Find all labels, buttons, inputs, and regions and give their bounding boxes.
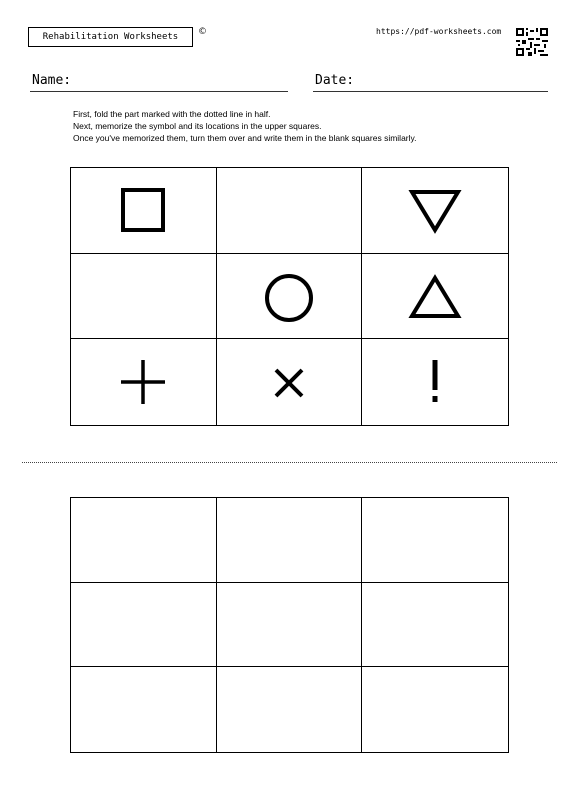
brand-title: Rehabilitation Worksheets [28,27,193,47]
blank-cell[interactable] [217,583,363,668]
date-label: Date: [315,73,355,88]
blank-cell[interactable] [217,667,363,752]
grid-cell [71,339,217,425]
name-field[interactable] [30,72,288,92]
grid-cell [217,168,363,254]
square-icon [115,182,171,238]
up-triangle-icon [407,268,463,324]
date-field[interactable] [313,72,548,92]
blank-cell[interactable] [71,583,217,668]
exclamation-icon [407,354,463,410]
circle-icon [261,268,317,324]
down-triangle-icon [407,182,463,238]
blank-cell[interactable] [217,498,363,583]
grid-cell [217,339,363,425]
qr-code-icon [516,28,548,56]
copyright-mark: © [198,27,207,37]
blank-cell[interactable] [71,498,217,583]
grid-cell [71,168,217,254]
grid-cell [362,339,508,425]
instructions [73,108,417,144]
blank-cell[interactable] [362,498,508,583]
blank-cell[interactable] [362,667,508,752]
answer-grid [70,497,509,753]
plus-icon [115,354,171,410]
name-label: Name: [32,73,72,88]
grid-cell [71,254,217,340]
fold-dotted-line [22,462,557,463]
grid-cell [217,254,363,340]
instruction-line: Once you've memorized them, turn them over and write them in the blank squares similarly. [73,133,417,143]
instruction-line: Next, memorize the symbol and its locations in the upper squares. [73,121,322,131]
memorize-grid [70,167,509,426]
blank-cell[interactable] [71,667,217,752]
site-url[interactable]: https://pdf-worksheets.com [376,27,502,36]
grid-cell [362,168,508,254]
instruction-line: First, fold the part marked with the dotted line in half. [73,109,271,119]
grid-cell [362,254,508,340]
blank-cell[interactable] [362,583,508,668]
cross-icon [261,354,317,410]
